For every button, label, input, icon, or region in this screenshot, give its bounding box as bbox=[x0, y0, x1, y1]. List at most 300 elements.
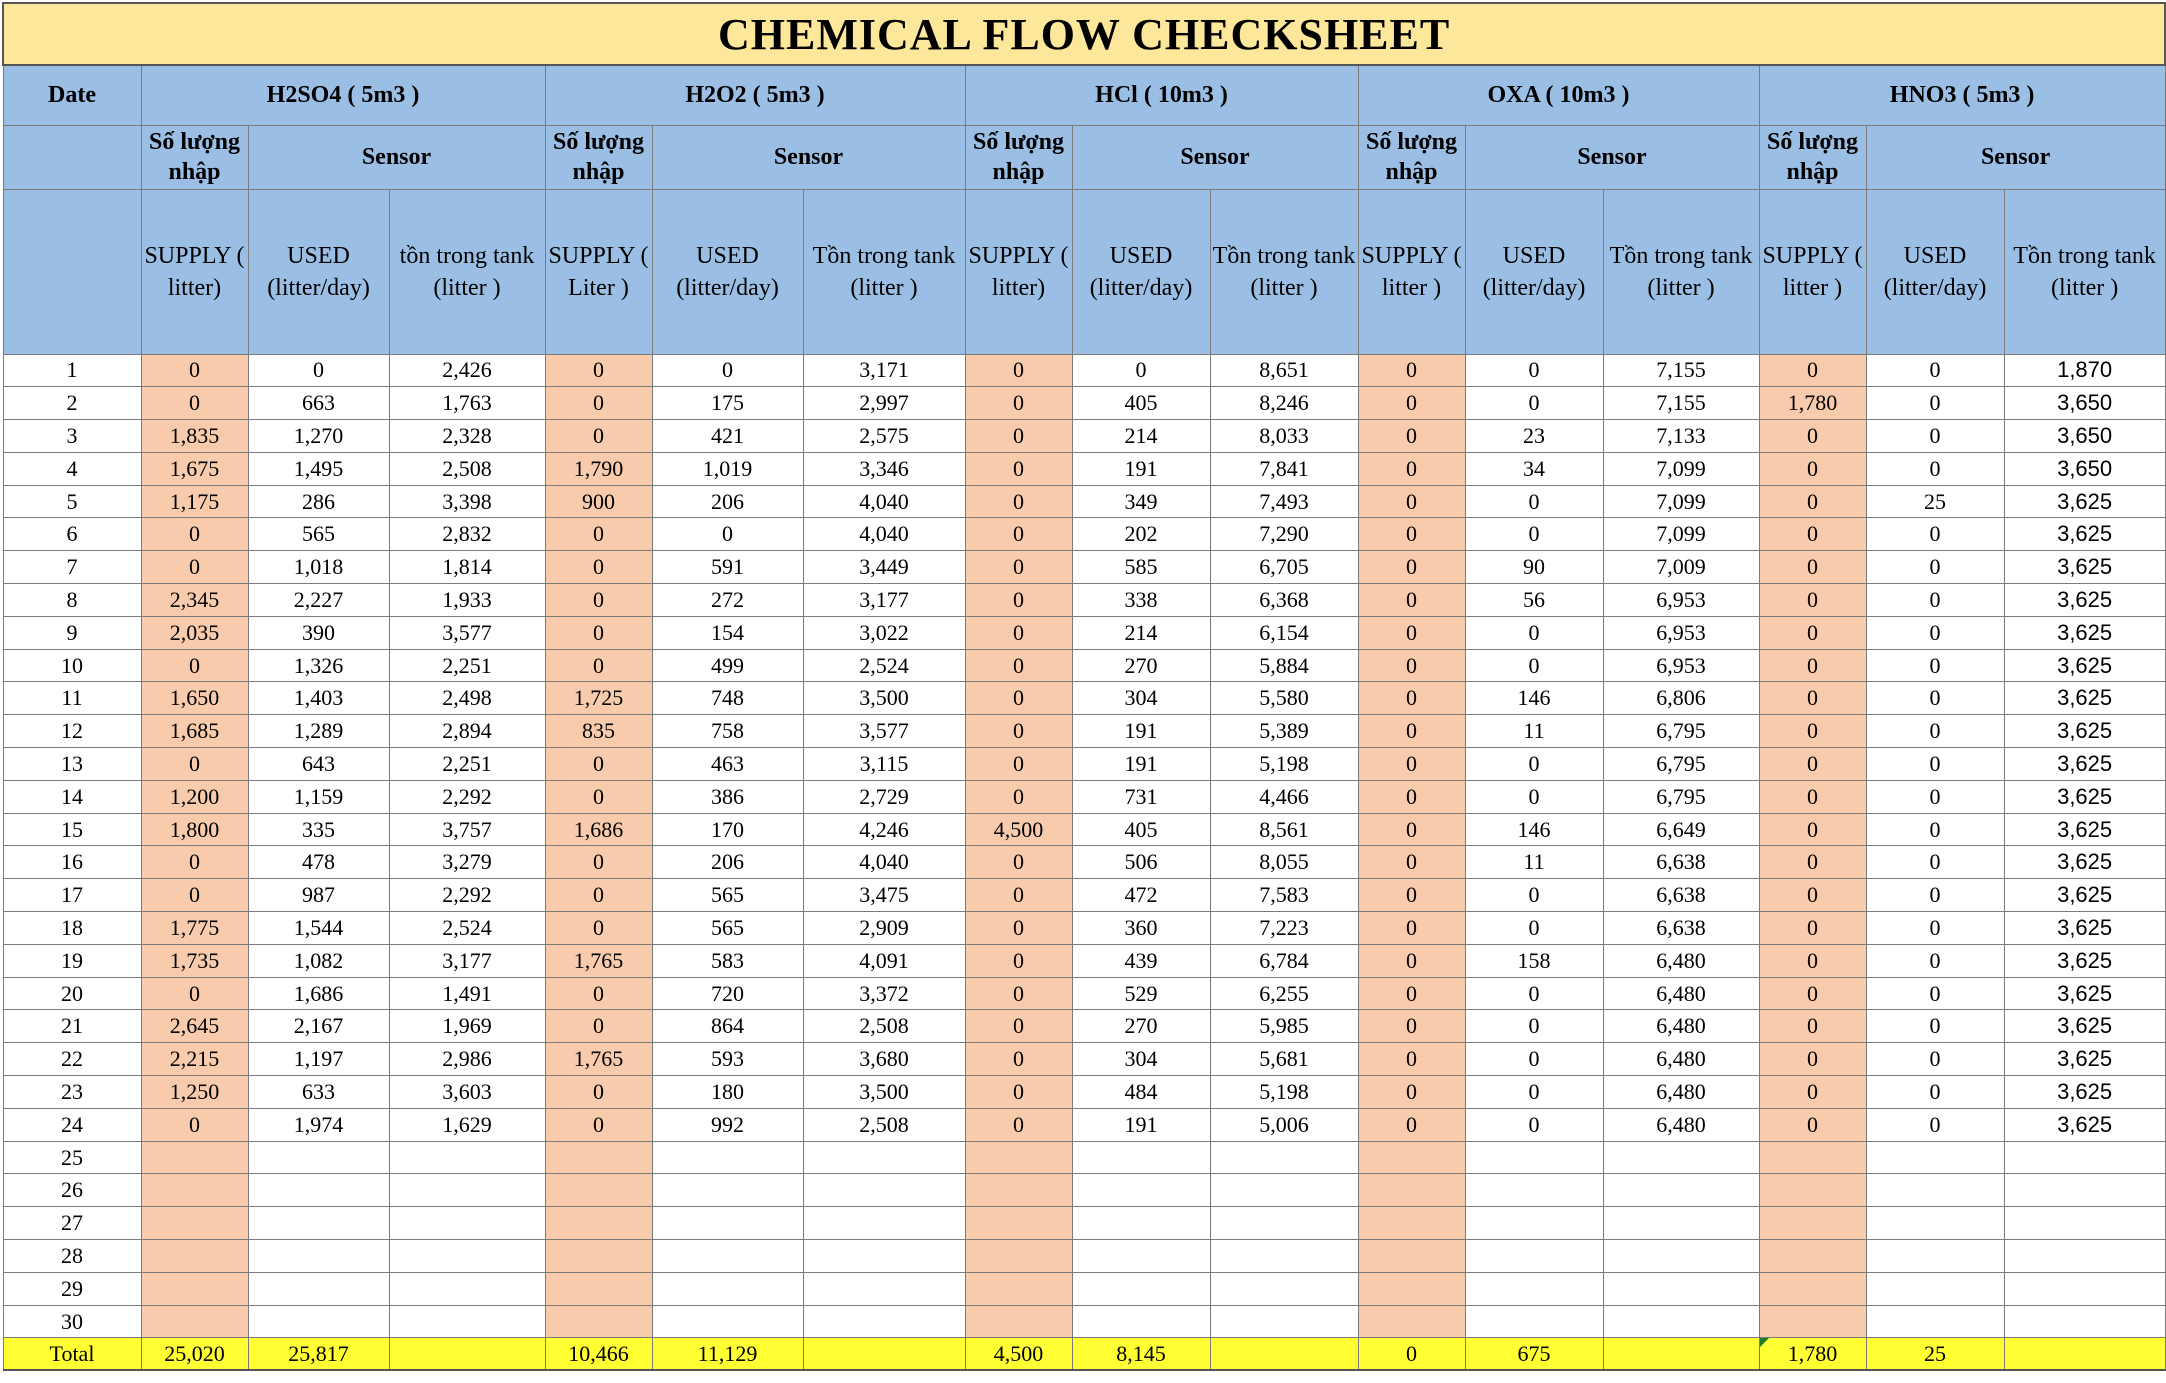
supply-cell[interactable]: 0 bbox=[545, 879, 652, 912]
stock-cell[interactable]: 2,524 bbox=[389, 912, 545, 945]
used-cell[interactable]: 421 bbox=[652, 420, 803, 453]
supply-cell[interactable]: 0 bbox=[545, 616, 652, 649]
stock-cell[interactable]: 3,500 bbox=[803, 682, 965, 715]
used-cell[interactable]: 191 bbox=[1072, 1108, 1210, 1141]
used-cell[interactable] bbox=[248, 1272, 389, 1305]
supply-cell[interactable]: 1,780 bbox=[1759, 387, 1866, 420]
supply-cell[interactable]: 0 bbox=[1358, 649, 1465, 682]
total-cell[interactable]: 1,780 bbox=[1759, 1338, 1866, 1371]
stock-cell[interactable]: 5,389 bbox=[1210, 715, 1358, 748]
supply-cell[interactable] bbox=[141, 1207, 248, 1240]
stock-cell[interactable]: 7,009 bbox=[1603, 551, 1759, 584]
supply-cell[interactable]: 0 bbox=[1358, 912, 1465, 945]
date-cell[interactable]: 17 bbox=[3, 879, 141, 912]
supply-cell[interactable]: 0 bbox=[965, 748, 1072, 781]
stock-cell[interactable]: 2,524 bbox=[803, 649, 965, 682]
stock-cell[interactable]: 6,638 bbox=[1603, 912, 1759, 945]
used-cell[interactable]: 206 bbox=[652, 485, 803, 518]
supply-cell[interactable]: 0 bbox=[1358, 354, 1465, 387]
supply-cell[interactable]: 0 bbox=[545, 748, 652, 781]
stock-cell[interactable]: 8,055 bbox=[1210, 846, 1358, 879]
used-cell[interactable] bbox=[652, 1174, 803, 1207]
supply-cell[interactable] bbox=[545, 1240, 652, 1273]
supply-cell[interactable] bbox=[1759, 1207, 1866, 1240]
stock-cell[interactable]: 3,625 bbox=[2004, 846, 2165, 879]
date-cell[interactable]: 18 bbox=[3, 912, 141, 945]
used-cell[interactable]: 0 bbox=[1465, 977, 1603, 1010]
used-cell[interactable]: 0 bbox=[1465, 649, 1603, 682]
date-cell[interactable]: 21 bbox=[3, 1010, 141, 1043]
used-cell[interactable]: 1,018 bbox=[248, 551, 389, 584]
used-cell[interactable]: 0 bbox=[1072, 354, 1210, 387]
supply-cell[interactable] bbox=[545, 1174, 652, 1207]
used-cell[interactable] bbox=[248, 1141, 389, 1174]
total-cell[interactable]: 11,129 bbox=[652, 1338, 803, 1371]
used-cell[interactable]: 180 bbox=[652, 1076, 803, 1109]
total-cell[interactable] bbox=[1603, 1338, 1759, 1371]
stock-cell[interactable] bbox=[1603, 1240, 1759, 1273]
used-cell[interactable]: 0 bbox=[1866, 387, 2004, 420]
supply-cell[interactable]: 0 bbox=[1759, 584, 1866, 617]
stock-cell[interactable]: 2,251 bbox=[389, 649, 545, 682]
stock-cell[interactable] bbox=[1210, 1207, 1358, 1240]
used-cell[interactable]: 11 bbox=[1465, 846, 1603, 879]
supply-cell[interactable]: 1,765 bbox=[545, 1043, 652, 1076]
stock-cell[interactable] bbox=[2004, 1272, 2165, 1305]
stock-cell[interactable]: 3,625 bbox=[2004, 1108, 2165, 1141]
stock-cell[interactable]: 6,795 bbox=[1603, 748, 1759, 781]
used-cell[interactable]: 565 bbox=[652, 912, 803, 945]
used-cell[interactable]: 748 bbox=[652, 682, 803, 715]
used-cell[interactable]: 1,495 bbox=[248, 452, 389, 485]
used-cell[interactable]: 1,289 bbox=[248, 715, 389, 748]
supply-cell[interactable]: 0 bbox=[1358, 387, 1465, 420]
stock-cell[interactable]: 2,251 bbox=[389, 748, 545, 781]
stock-cell[interactable] bbox=[1210, 1174, 1358, 1207]
supply-cell[interactable]: 0 bbox=[965, 387, 1072, 420]
used-cell[interactable]: 1,082 bbox=[248, 944, 389, 977]
supply-cell[interactable]: 0 bbox=[141, 551, 248, 584]
date-cell[interactable]: 23 bbox=[3, 1076, 141, 1109]
used-cell[interactable]: 1,544 bbox=[248, 912, 389, 945]
used-cell[interactable]: 0 bbox=[248, 354, 389, 387]
date-cell[interactable]: 19 bbox=[3, 944, 141, 977]
used-cell[interactable]: 1,686 bbox=[248, 977, 389, 1010]
stock-cell[interactable] bbox=[2004, 1141, 2165, 1174]
used-cell[interactable]: 304 bbox=[1072, 1043, 1210, 1076]
used-cell[interactable]: 191 bbox=[1072, 715, 1210, 748]
stock-cell[interactable]: 3,680 bbox=[803, 1043, 965, 1076]
supply-cell[interactable]: 0 bbox=[1759, 518, 1866, 551]
used-cell[interactable]: 0 bbox=[1866, 452, 2004, 485]
used-cell[interactable] bbox=[1465, 1141, 1603, 1174]
supply-cell[interactable]: 0 bbox=[1759, 354, 1866, 387]
used-cell[interactable]: 1,403 bbox=[248, 682, 389, 715]
used-cell[interactable]: 0 bbox=[1465, 518, 1603, 551]
used-cell[interactable]: 0 bbox=[1465, 748, 1603, 781]
used-cell[interactable]: 349 bbox=[1072, 485, 1210, 518]
supply-cell[interactable]: 0 bbox=[965, 912, 1072, 945]
supply-cell[interactable] bbox=[1358, 1141, 1465, 1174]
stock-cell[interactable]: 7,841 bbox=[1210, 452, 1358, 485]
supply-cell[interactable]: 1,200 bbox=[141, 780, 248, 813]
stock-cell[interactable]: 4,040 bbox=[803, 518, 965, 551]
stock-cell[interactable] bbox=[389, 1272, 545, 1305]
used-cell[interactable] bbox=[1866, 1305, 2004, 1338]
supply-cell[interactable]: 0 bbox=[1759, 912, 1866, 945]
supply-cell[interactable]: 0 bbox=[1358, 944, 1465, 977]
supply-cell[interactable]: 0 bbox=[141, 977, 248, 1010]
stock-cell[interactable] bbox=[1603, 1272, 1759, 1305]
supply-cell[interactable]: 0 bbox=[1358, 420, 1465, 453]
used-cell[interactable]: 0 bbox=[1866, 944, 2004, 977]
total-cell[interactable]: 4,500 bbox=[965, 1338, 1072, 1371]
used-cell[interactable]: 0 bbox=[652, 518, 803, 551]
supply-cell[interactable]: 1,725 bbox=[545, 682, 652, 715]
used-cell[interactable]: 583 bbox=[652, 944, 803, 977]
supply-cell[interactable]: 0 bbox=[965, 1108, 1072, 1141]
stock-cell[interactable]: 4,040 bbox=[803, 485, 965, 518]
supply-cell[interactable]: 0 bbox=[1759, 715, 1866, 748]
used-cell[interactable]: 191 bbox=[1072, 452, 1210, 485]
used-cell[interactable]: 591 bbox=[652, 551, 803, 584]
stock-cell[interactable]: 7,493 bbox=[1210, 485, 1358, 518]
supply-cell[interactable] bbox=[545, 1207, 652, 1240]
used-cell[interactable]: 56 bbox=[1465, 584, 1603, 617]
stock-cell[interactable]: 3,177 bbox=[389, 944, 545, 977]
stock-cell[interactable]: 6,784 bbox=[1210, 944, 1358, 977]
used-cell[interactable]: 529 bbox=[1072, 977, 1210, 1010]
stock-cell[interactable]: 3,577 bbox=[803, 715, 965, 748]
stock-cell[interactable]: 7,099 bbox=[1603, 452, 1759, 485]
stock-cell[interactable] bbox=[1210, 1305, 1358, 1338]
stock-cell[interactable] bbox=[1603, 1141, 1759, 1174]
stock-cell[interactable]: 7,155 bbox=[1603, 387, 1759, 420]
supply-cell[interactable]: 0 bbox=[141, 354, 248, 387]
supply-cell[interactable]: 0 bbox=[545, 420, 652, 453]
used-cell[interactable]: 0 bbox=[1866, 1043, 2004, 1076]
date-cell[interactable]: 26 bbox=[3, 1174, 141, 1207]
used-cell[interactable] bbox=[652, 1305, 803, 1338]
date-cell[interactable]: 30 bbox=[3, 1305, 141, 1338]
stock-cell[interactable]: 6,638 bbox=[1603, 879, 1759, 912]
date-cell[interactable]: 5 bbox=[3, 485, 141, 518]
stock-cell[interactable]: 6,638 bbox=[1603, 846, 1759, 879]
used-cell[interactable] bbox=[1072, 1207, 1210, 1240]
used-cell[interactable]: 158 bbox=[1465, 944, 1603, 977]
total-cell[interactable] bbox=[1210, 1338, 1358, 1371]
used-cell[interactable]: 1,159 bbox=[248, 780, 389, 813]
used-cell[interactable]: 758 bbox=[652, 715, 803, 748]
supply-cell[interactable]: 0 bbox=[965, 846, 1072, 879]
used-cell[interactable]: 0 bbox=[1866, 846, 2004, 879]
total-cell[interactable]: 675 bbox=[1465, 1338, 1603, 1371]
date-cell[interactable]: 1 bbox=[3, 354, 141, 387]
used-cell[interactable]: 146 bbox=[1465, 682, 1603, 715]
used-cell[interactable]: 484 bbox=[1072, 1076, 1210, 1109]
stock-cell[interactable]: 5,985 bbox=[1210, 1010, 1358, 1043]
used-cell[interactable]: 390 bbox=[248, 616, 389, 649]
used-cell[interactable]: 0 bbox=[1866, 912, 2004, 945]
used-cell[interactable] bbox=[1866, 1141, 2004, 1174]
used-cell[interactable]: 663 bbox=[248, 387, 389, 420]
stock-cell[interactable]: 7,223 bbox=[1210, 912, 1358, 945]
supply-cell[interactable]: 2,035 bbox=[141, 616, 248, 649]
stock-cell[interactable]: 4,091 bbox=[803, 944, 965, 977]
stock-cell[interactable]: 1,491 bbox=[389, 977, 545, 1010]
stock-cell[interactable]: 6,154 bbox=[1210, 616, 1358, 649]
stock-cell[interactable]: 3,650 bbox=[2004, 452, 2165, 485]
used-cell[interactable]: 0 bbox=[1465, 912, 1603, 945]
stock-cell[interactable]: 3,625 bbox=[2004, 485, 2165, 518]
stock-cell[interactable]: 3,475 bbox=[803, 879, 965, 912]
supply-cell[interactable]: 1,250 bbox=[141, 1076, 248, 1109]
stock-cell[interactable]: 1,933 bbox=[389, 584, 545, 617]
stock-cell[interactable]: 3,625 bbox=[2004, 584, 2165, 617]
supply-cell[interactable] bbox=[545, 1305, 652, 1338]
used-cell[interactable]: 23 bbox=[1465, 420, 1603, 453]
supply-cell[interactable]: 0 bbox=[965, 1010, 1072, 1043]
supply-cell[interactable]: 0 bbox=[1358, 518, 1465, 551]
supply-cell[interactable]: 0 bbox=[1759, 944, 1866, 977]
used-cell[interactable]: 463 bbox=[652, 748, 803, 781]
used-cell[interactable]: 0 bbox=[1465, 1010, 1603, 1043]
stock-cell[interactable] bbox=[389, 1141, 545, 1174]
used-cell[interactable]: 0 bbox=[1465, 616, 1603, 649]
supply-cell[interactable]: 0 bbox=[545, 387, 652, 420]
supply-cell[interactable]: 4,500 bbox=[965, 813, 1072, 846]
used-cell[interactable]: 0 bbox=[1866, 977, 2004, 1010]
supply-cell[interactable]: 0 bbox=[141, 748, 248, 781]
used-cell[interactable]: 360 bbox=[1072, 912, 1210, 945]
stock-cell[interactable]: 6,806 bbox=[1603, 682, 1759, 715]
supply-cell[interactable]: 0 bbox=[141, 649, 248, 682]
stock-cell[interactable]: 8,651 bbox=[1210, 354, 1358, 387]
supply-cell[interactable] bbox=[545, 1141, 652, 1174]
supply-cell[interactable]: 0 bbox=[965, 1076, 1072, 1109]
supply-cell[interactable]: 2,345 bbox=[141, 584, 248, 617]
stock-cell[interactable]: 3,022 bbox=[803, 616, 965, 649]
used-cell[interactable] bbox=[1072, 1174, 1210, 1207]
used-cell[interactable]: 472 bbox=[1072, 879, 1210, 912]
date-cell[interactable]: 2 bbox=[3, 387, 141, 420]
used-cell[interactable]: 585 bbox=[1072, 551, 1210, 584]
stock-cell[interactable] bbox=[803, 1174, 965, 1207]
stock-cell[interactable]: 3,625 bbox=[2004, 1010, 2165, 1043]
stock-cell[interactable]: 2,328 bbox=[389, 420, 545, 453]
stock-cell[interactable] bbox=[803, 1141, 965, 1174]
supply-cell[interactable] bbox=[965, 1240, 1072, 1273]
used-cell[interactable] bbox=[1866, 1272, 2004, 1305]
supply-cell[interactable] bbox=[965, 1305, 1072, 1338]
supply-cell[interactable]: 0 bbox=[545, 518, 652, 551]
supply-cell[interactable]: 0 bbox=[1759, 551, 1866, 584]
supply-cell[interactable] bbox=[1759, 1174, 1866, 1207]
stock-cell[interactable]: 3,757 bbox=[389, 813, 545, 846]
used-cell[interactable]: 146 bbox=[1465, 813, 1603, 846]
used-cell[interactable]: 11 bbox=[1465, 715, 1603, 748]
stock-cell[interactable]: 2,508 bbox=[389, 452, 545, 485]
used-cell[interactable]: 272 bbox=[652, 584, 803, 617]
supply-cell[interactable]: 0 bbox=[965, 452, 1072, 485]
supply-cell[interactable] bbox=[1358, 1305, 1465, 1338]
stock-cell[interactable]: 2,292 bbox=[389, 780, 545, 813]
used-cell[interactable]: 154 bbox=[652, 616, 803, 649]
used-cell[interactable] bbox=[1072, 1240, 1210, 1273]
supply-cell[interactable]: 1,685 bbox=[141, 715, 248, 748]
stock-cell[interactable]: 1,763 bbox=[389, 387, 545, 420]
supply-cell[interactable]: 1,790 bbox=[545, 452, 652, 485]
stock-cell[interactable]: 2,508 bbox=[803, 1108, 965, 1141]
used-cell[interactable] bbox=[652, 1240, 803, 1273]
supply-cell[interactable]: 1,686 bbox=[545, 813, 652, 846]
total-cell[interactable]: 25,817 bbox=[248, 1338, 389, 1371]
stock-cell[interactable]: 3,171 bbox=[803, 354, 965, 387]
supply-cell[interactable]: 0 bbox=[545, 1108, 652, 1141]
used-cell[interactable] bbox=[1866, 1240, 2004, 1273]
used-cell[interactable]: 499 bbox=[652, 649, 803, 682]
stock-cell[interactable]: 6,368 bbox=[1210, 584, 1358, 617]
used-cell[interactable] bbox=[652, 1207, 803, 1240]
used-cell[interactable]: 2,167 bbox=[248, 1010, 389, 1043]
stock-cell[interactable]: 3,625 bbox=[2004, 1076, 2165, 1109]
stock-cell[interactable]: 6,480 bbox=[1603, 1076, 1759, 1109]
stock-cell[interactable]: 3,625 bbox=[2004, 977, 2165, 1010]
supply-cell[interactable] bbox=[1358, 1174, 1465, 1207]
supply-cell[interactable] bbox=[141, 1305, 248, 1338]
used-cell[interactable]: 864 bbox=[652, 1010, 803, 1043]
used-cell[interactable]: 643 bbox=[248, 748, 389, 781]
date-cell[interactable]: 25 bbox=[3, 1141, 141, 1174]
used-cell[interactable]: 439 bbox=[1072, 944, 1210, 977]
stock-cell[interactable]: 3,177 bbox=[803, 584, 965, 617]
supply-cell[interactable] bbox=[1759, 1272, 1866, 1305]
used-cell[interactable]: 34 bbox=[1465, 452, 1603, 485]
supply-cell[interactable]: 0 bbox=[545, 1010, 652, 1043]
stock-cell[interactable]: 6,480 bbox=[1603, 977, 1759, 1010]
stock-cell[interactable]: 4,040 bbox=[803, 846, 965, 879]
stock-cell[interactable] bbox=[803, 1240, 965, 1273]
used-cell[interactable]: 0 bbox=[1866, 780, 2004, 813]
used-cell[interactable]: 202 bbox=[1072, 518, 1210, 551]
total-cell[interactable] bbox=[803, 1338, 965, 1371]
stock-cell[interactable]: 8,561 bbox=[1210, 813, 1358, 846]
stock-cell[interactable] bbox=[389, 1240, 545, 1273]
supply-cell[interactable]: 0 bbox=[545, 584, 652, 617]
total-label[interactable]: Total bbox=[3, 1338, 141, 1371]
stock-cell[interactable] bbox=[1603, 1305, 1759, 1338]
supply-cell[interactable]: 0 bbox=[1759, 485, 1866, 518]
supply-cell[interactable]: 0 bbox=[1759, 420, 1866, 453]
supply-cell[interactable]: 0 bbox=[545, 649, 652, 682]
total-cell[interactable]: 25 bbox=[1866, 1338, 2004, 1371]
used-cell[interactable]: 0 bbox=[1866, 1010, 2004, 1043]
supply-cell[interactable]: 0 bbox=[1759, 616, 1866, 649]
used-cell[interactable] bbox=[248, 1240, 389, 1273]
stock-cell[interactable]: 6,795 bbox=[1603, 715, 1759, 748]
supply-cell[interactable]: 0 bbox=[1358, 780, 1465, 813]
supply-cell[interactable]: 0 bbox=[545, 354, 652, 387]
used-cell[interactable]: 338 bbox=[1072, 584, 1210, 617]
stock-cell[interactable]: 6,480 bbox=[1603, 1043, 1759, 1076]
date-cell[interactable]: 12 bbox=[3, 715, 141, 748]
stock-cell[interactable]: 3,115 bbox=[803, 748, 965, 781]
stock-cell[interactable]: 3,603 bbox=[389, 1076, 545, 1109]
date-cell[interactable]: 20 bbox=[3, 977, 141, 1010]
stock-cell[interactable]: 3,577 bbox=[389, 616, 545, 649]
stock-cell[interactable] bbox=[2004, 1240, 2165, 1273]
supply-cell[interactable]: 0 bbox=[1358, 1076, 1465, 1109]
total-cell[interactable] bbox=[389, 1338, 545, 1371]
supply-cell[interactable]: 0 bbox=[965, 584, 1072, 617]
stock-cell[interactable]: 3,625 bbox=[2004, 1043, 2165, 1076]
used-cell[interactable]: 1,326 bbox=[248, 649, 389, 682]
supply-cell[interactable]: 0 bbox=[965, 649, 1072, 682]
stock-cell[interactable]: 1,629 bbox=[389, 1108, 545, 1141]
stock-cell[interactable]: 5,884 bbox=[1210, 649, 1358, 682]
supply-cell[interactable] bbox=[1358, 1272, 1465, 1305]
used-cell[interactable] bbox=[1072, 1272, 1210, 1305]
stock-cell[interactable]: 3,346 bbox=[803, 452, 965, 485]
used-cell[interactable]: 0 bbox=[1866, 682, 2004, 715]
stock-cell[interactable]: 6,480 bbox=[1603, 944, 1759, 977]
used-cell[interactable]: 175 bbox=[652, 387, 803, 420]
stock-cell[interactable]: 2,426 bbox=[389, 354, 545, 387]
stock-cell[interactable]: 6,953 bbox=[1603, 616, 1759, 649]
supply-cell[interactable] bbox=[965, 1207, 1072, 1240]
supply-cell[interactable]: 1,835 bbox=[141, 420, 248, 453]
used-cell[interactable]: 0 bbox=[1866, 420, 2004, 453]
supply-cell[interactable]: 0 bbox=[1358, 715, 1465, 748]
stock-cell[interactable]: 3,279 bbox=[389, 846, 545, 879]
used-cell[interactable] bbox=[1465, 1240, 1603, 1273]
used-cell[interactable]: 565 bbox=[248, 518, 389, 551]
used-cell[interactable]: 0 bbox=[1866, 354, 2004, 387]
stock-cell[interactable]: 5,580 bbox=[1210, 682, 1358, 715]
supply-cell[interactable]: 0 bbox=[1759, 1010, 1866, 1043]
stock-cell[interactable] bbox=[389, 1174, 545, 1207]
used-cell[interactable]: 0 bbox=[1465, 879, 1603, 912]
supply-cell[interactable]: 0 bbox=[965, 1043, 1072, 1076]
supply-cell[interactable]: 0 bbox=[965, 879, 1072, 912]
supply-cell[interactable]: 0 bbox=[965, 616, 1072, 649]
stock-cell[interactable]: 3,625 bbox=[2004, 518, 2165, 551]
used-cell[interactable]: 0 bbox=[1465, 1108, 1603, 1141]
stock-cell[interactable]: 2,292 bbox=[389, 879, 545, 912]
used-cell[interactable]: 405 bbox=[1072, 813, 1210, 846]
stock-cell[interactable]: 7,133 bbox=[1603, 420, 1759, 453]
stock-cell[interactable] bbox=[1210, 1141, 1358, 1174]
stock-cell[interactable]: 3,625 bbox=[2004, 616, 2165, 649]
stock-cell[interactable] bbox=[1210, 1240, 1358, 1273]
date-cell[interactable]: 3 bbox=[3, 420, 141, 453]
date-cell[interactable]: 16 bbox=[3, 846, 141, 879]
date-cell[interactable]: 7 bbox=[3, 551, 141, 584]
supply-cell[interactable]: 0 bbox=[1759, 748, 1866, 781]
stock-cell[interactable] bbox=[1210, 1272, 1358, 1305]
used-cell[interactable]: 335 bbox=[248, 813, 389, 846]
supply-cell[interactable]: 0 bbox=[141, 1108, 248, 1141]
stock-cell[interactable] bbox=[389, 1305, 545, 1338]
used-cell[interactable]: 1,019 bbox=[652, 452, 803, 485]
supply-cell[interactable]: 0 bbox=[1759, 682, 1866, 715]
supply-cell[interactable]: 1,650 bbox=[141, 682, 248, 715]
supply-cell[interactable]: 0 bbox=[965, 485, 1072, 518]
used-cell[interactable]: 0 bbox=[1465, 354, 1603, 387]
used-cell[interactable]: 0 bbox=[1866, 649, 2004, 682]
used-cell[interactable]: 270 bbox=[1072, 1010, 1210, 1043]
date-cell[interactable]: 15 bbox=[3, 813, 141, 846]
